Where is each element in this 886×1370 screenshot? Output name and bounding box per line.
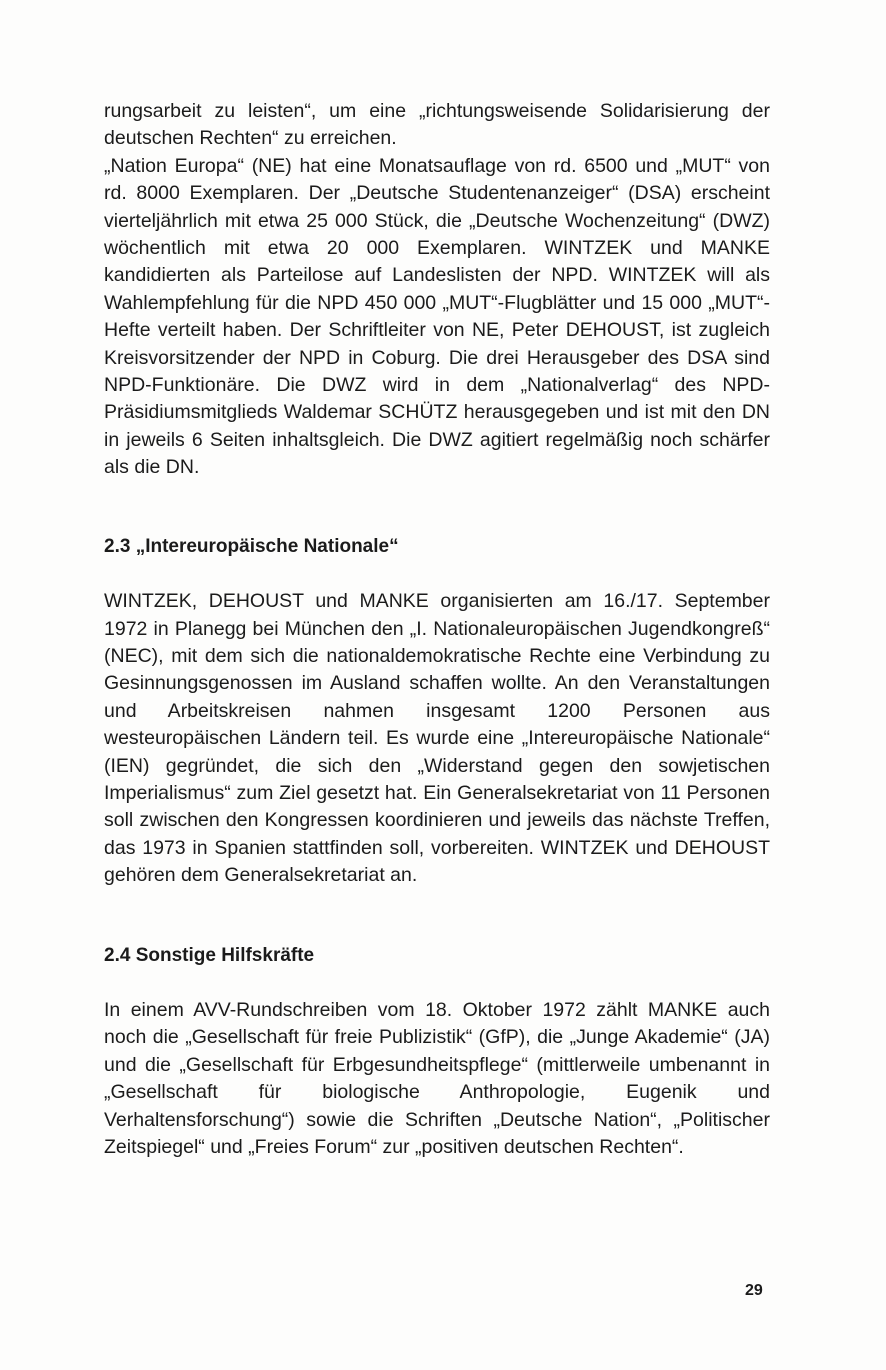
paragraph-media-circulation: rungsarbeit zu leisten“, um eine „richtungsweisende Solidarisierung der deutschen Rechten“ zu erreichen. „Nation Europa“ (NE) hat eine Monatsauflage von rd. 6500 und „MUT“ von rd. 8000 Exemplaren. Der „Deutsche Studentenanzeiger“ (DSA) erscheint vierteljährlich mit etwa 25 000 Stück, die „Deutsche Wochenzeitung“ (DWZ) wöchentlich mit etwa 20 000 Exemplaren. WINTZEK und MANKE kandidierten als Parteilose auf Landeslisten der NPD. WINTZEK will als Wahlempfehlung für die NPD 450 000 „MUT“-Flugblätter und 15 000 „MUT“-Hefte verteilt haben. Der Schriftleiter von NE, Peter DEHOUST, ist zugleich Kreisvorsitzender der NPD in Coburg. Die drei Herausgeber des DSA sind NPD-Funktionäre. Die DWZ wird in dem „Nationalverlag“ des NPD-Präsidiumsmitglieds Waldemar SCHÜTZ herausgegeben und ist mit den DN in jeweils 6 Seiten inhaltsgleich. Die DWZ agitiert regelmäßig noch schärfer als die DN. bbox=[104, 100, 770, 479]
page-number: 29 bbox=[745, 1282, 763, 1299]
paragraph-other-helpers: In einem AVV-Rundschreiben vom 18. Oktober 1972 zählt MANKE auch noch die „Gesellschaft für freie Publizistik“ (GfP), die „Junge Akademie“ (JA) und die „Gesellschaft für Erbgesundheitspflege“ (mittlerweile umbenannt in „Gesellschaft für biologische Anthropologie, Eugenik und Verhaltensforschung“) sowie die Schriften „Deutsche Nation“, „Politischer Zeitspiegel“ und „Freies Forum“ zur „positiven deutschen Rechten“. bbox=[104, 998, 770, 1158]
paragraph-intereuropean-nationale: WINTZEK, DEHOUST und MANKE organisierten am 16./17. September 1972 in Planegg bei München den „I. Nationaleuropäischen Jugendkongreß“ (NEC), mit dem sich die nationaldemokratische Rechte eine Verbindung zu Gesinnungsgenossen im Ausland schaffen wollte. An den Veranstaltungen und Arbeitskreisen nahmen insgesamt 1200 Personen aus westeuropäischen Ländern teil. Es wurde eine „Intereuropäische Nationale“ (IEN) gegründet, die sich den „Widerstand gegen den sowjetischen Imperialismus“ zum Ziel gesetzt hat. Ein Generalsekretariat von 11 Personen soll zwischen den Kongressen koordinieren und jeweils das nächste Treffen, das 1973 in Spanien stattfinden soll, vorbereiten. WINTZEK und DEHOUST gehören dem Generalsekretariat an. bbox=[104, 590, 770, 887]
section-heading-2-4: 2.4 Sonstige Hilfskräfte bbox=[104, 944, 315, 966]
text-column bbox=[104, 98, 770, 1161]
section-heading-2-3: 2.3 „Intereuropäische Nationale“ bbox=[104, 535, 399, 557]
